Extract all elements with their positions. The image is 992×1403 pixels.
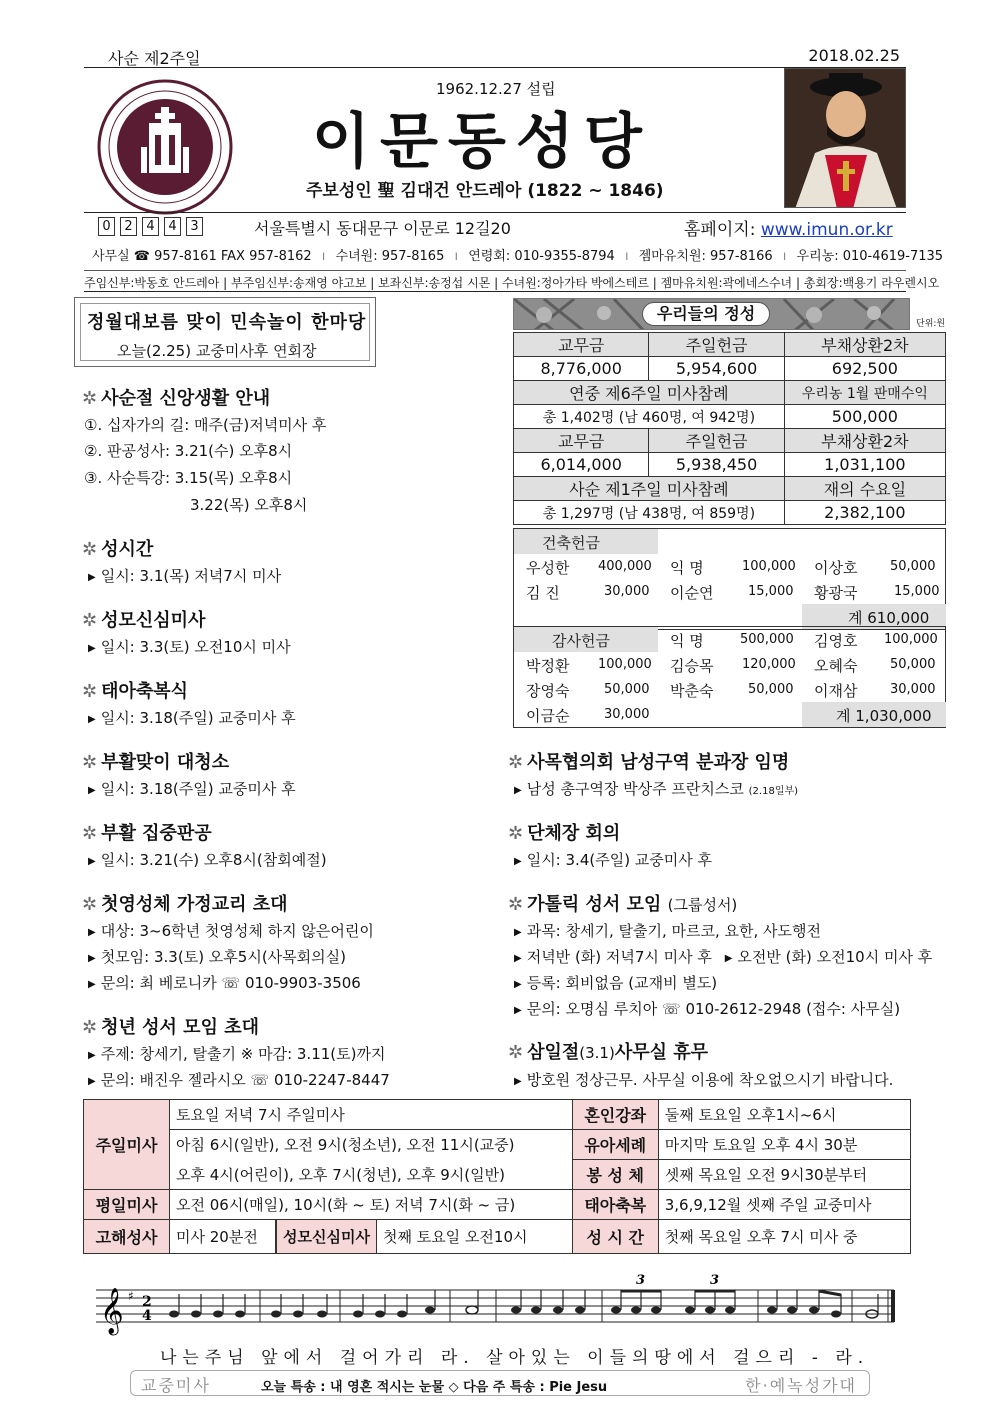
- star-icon: ✲: [82, 823, 98, 844]
- church-name: 이문동성당: [312, 107, 652, 177]
- offering-unit: 단위:원: [916, 319, 946, 329]
- section-title: ✲ 태아축복식: [82, 681, 189, 702]
- list-item: ▶ 주제: 창세기, 탈출기 ※ 마감: 3.11(토)까지: [88, 1045, 386, 1063]
- liturgical-sunday: 사순 제2주일: [108, 49, 201, 68]
- list-item: ▶ 일시: 3.18(주일) 교중미사 후: [88, 709, 296, 727]
- list-item: ▶ 대상: 3~6학년 첫영성체 하지 않은어린이: [88, 922, 374, 940]
- hymn-lyrics: 나는주님 앞에서 걸어가리 라. 살아있는 이들의땅에서 걸으리 - 라.: [160, 1348, 870, 1368]
- contact-list: 사무실 ☎ 957-8161 FAX 957-8162 ı 수녀원: 957-8165 ı 연령회: 010-9355-8794 ı 젬마유치원: 957-8166 ı 우리농: 010-4619-7135: [92, 249, 944, 264]
- banner-headline: 정월대보름 맞이 민속놀이 한마당: [87, 312, 367, 333]
- list-item: ③. 사순특강: 3.15(목) 오후8시: [84, 469, 293, 487]
- zip-code: 0 2 4 4 3: [98, 217, 203, 236]
- section-title: ✲ 첫영성체 가정교리 초대: [82, 894, 288, 915]
- table-row: 주일미사 토요일 저녁 7시 주일미사 혼인강좌 둘째 토요일 오후1시~6시: [84, 1100, 911, 1130]
- list-item: ▶ 과목: 창세기, 탈출기, 마르코, 요한, 사도행전: [514, 922, 822, 940]
- svg-text:2: 2: [142, 1294, 152, 1310]
- table-row: 총 1,402명 (남 460명, 여 942명) 500,000: [514, 405, 946, 429]
- star-icon: ✲: [508, 823, 524, 844]
- section-title: ✲ 청년 성서 모임 초대: [82, 1017, 259, 1038]
- announcement-banner: [74, 297, 376, 367]
- contact-convent: 수녀원: 957-8165: [335, 249, 445, 264]
- list-item: ▶ 일시: 3.1(목) 저녁7시 미사: [88, 567, 282, 585]
- table-row: 평일미사 오전 06시(매일), 10시(화 ~ 토) 저녁 7시(화 ~ 금) 태아축복 3,6,9,12월 셋째 주일 교중미사: [84, 1190, 911, 1220]
- saint-portrait-icon: [785, 69, 906, 208]
- star-icon: ✲: [82, 539, 98, 560]
- table-row: 교무금 주일헌금 부채상환2차: [514, 333, 946, 357]
- offering-title: 우리들의 정성: [642, 302, 770, 326]
- contact-farm: 우리농: 010-4619-7135: [796, 249, 944, 264]
- hymn-score: [96, 1270, 906, 1350]
- table-row: 6,014,000 5,938,450 1,031,100: [514, 453, 946, 477]
- star-icon: ✲: [82, 1017, 98, 1038]
- svg-text:4: 4: [142, 1308, 152, 1324]
- section-title: ✲ 부활 집중판공: [82, 823, 212, 844]
- section-title: ✲ 삼일절(3.1)사무실 휴무: [508, 1042, 709, 1063]
- table-row: 연중 제6주일 미사참례 우리농 1월 판매수익: [514, 381, 946, 405]
- offering-table: [513, 332, 946, 525]
- list-item: ▶ 문의: 최 베로니카 ☏ 010-9903-3506: [88, 974, 361, 992]
- contact-kindergarten: 젬마유치원: 957-8166: [638, 249, 773, 264]
- list-item: ▶ 등록: 회비없음 (교재비 별도): [514, 974, 718, 992]
- building-total: 계 610,000: [848, 609, 930, 627]
- special-songs: 오늘 특송 : 내 영혼 적시는 눈물 ◇ 다음 주 특송 : Pie Jesu: [261, 1380, 608, 1395]
- building-fund: 건축헌금 우성한 400,000 익 명 100,000 이상호 50,000 김 진 30,000 이순연 15,000 황광국 15,000 계 610,000: [513, 528, 946, 630]
- clergy-list: 주임신부:박동호 안드레아 | 부주임신부:송재영 야고보 | 보좌신부:송정섭 시몬 | 수녀원:정아가타 박에스테르 | 젬마유치원:곽에네스수녀 | 총회장:백용기 라우렌시오: [84, 270, 906, 292]
- header-bar: [84, 46, 906, 68]
- star-icon: ✲: [508, 894, 524, 915]
- banner-subtext: 오늘(2.25) 교중미사후 연회장: [117, 342, 317, 360]
- section-title: ✲ 단체장 회의: [508, 823, 621, 844]
- section-title: ✲ 가톨릭 성서 모임 (그룹성서): [508, 894, 738, 915]
- star-icon: ✲: [82, 752, 98, 773]
- notes: [169, 1307, 841, 1318]
- list-item: ▶ 문의: 배진우 젤라시오 ☏ 010-2247-8447: [88, 1071, 390, 1089]
- choir-name: 한·예녹성가대: [745, 1376, 857, 1395]
- parish-seal-icon: [95, 77, 235, 217]
- svg-text:3: 3: [710, 1273, 720, 1288]
- star-icon: ✲: [82, 388, 98, 409]
- contact-office: 사무실 ☎ 957-8161 FAX 957-8162: [92, 249, 312, 264]
- section-title: ✲ 사순절 신앙생활 안내: [82, 388, 271, 409]
- table-row: 총 1,297명 (남 438명, 여 859명) 2,382,100: [514, 501, 946, 525]
- list-item: ▶ 일시: 3.18(주일) 교중미사 후: [88, 780, 296, 798]
- choir-mass-label: 교중미사: [141, 1376, 211, 1395]
- star-icon: ✲: [82, 681, 98, 702]
- section-title: ✲ 부활맞이 대청소: [82, 752, 230, 773]
- bulletin-date: 2018.02.25: [808, 46, 900, 65]
- list-item: ▶ 일시: 3.21(수) 오후8시(참회예절): [88, 851, 327, 869]
- treble-clef-icon: 𝄞: [100, 1288, 124, 1334]
- list-item: ▶ 저녁반 (화) 저녁7시 미사 후 ▶ 오전반 (화) 오전10시 미사 후: [514, 948, 933, 966]
- svg-text:3: 3: [636, 1273, 646, 1288]
- star-icon: ✲: [82, 894, 98, 915]
- list-item: ▶ 남성 총구역장 박상주 프란치스코 (2.18일부): [514, 780, 799, 798]
- address-bar: [84, 212, 906, 240]
- mass-schedule-table: [83, 1099, 911, 1254]
- list-item: ①. 십자가의 길: 매주(금)저녁미사 후: [84, 416, 327, 434]
- table-row: 사순 제1주일 미사참례 재의 수요일: [514, 477, 946, 501]
- patron-portrait: [784, 68, 906, 208]
- svg-text:♯: ♯: [128, 1289, 134, 1303]
- list-item: ②. 판공성사: 3.21(수) 오후8시: [84, 442, 293, 460]
- table-row: 고해성사 미사 20분전 성모신심미사 첫째 토요일 오전10시 성 시 간 첫째 목요일 오후 7시 미사 중: [84, 1220, 911, 1254]
- list-item: ▶ 일시: 3.4(주일) 교중미사 후: [514, 851, 713, 869]
- homepage: 홈페이지: www.imun.or.kr: [684, 220, 893, 240]
- section-title: ✲ 성모신심미사: [82, 610, 206, 631]
- star-icon: ✲: [508, 752, 524, 773]
- star-icon: ✲: [82, 610, 98, 631]
- thanks-total: 계 1,030,000: [836, 707, 932, 725]
- section-title: ✲ 성시간: [82, 539, 154, 560]
- list-item: ▶ 첫모임: 3.3(토) 오후5시(사목회의실): [88, 948, 346, 966]
- homepage-link[interactable]: www.imun.or.kr: [760, 220, 893, 240]
- established-date: 1962.12.27 설립: [436, 80, 556, 98]
- table-row: 오후 4시(어린이), 오후 7시(청년), 오후 9시(일반) 봉 성 체 셋째 목요일 오전 9시30분부터: [84, 1160, 911, 1190]
- offering-header: [513, 298, 910, 330]
- table-row: 8,776,000 5,954,600 692,500: [514, 357, 946, 381]
- list-item: ▶ 방호원 정상근무. 사무실 이용에 착오없으시기 바랍니다.: [514, 1071, 894, 1089]
- patron-saint: 주보성인 聖 김대건 안드레아 (1822 ~ 1846): [306, 181, 664, 201]
- thanks-fund: 감사헌금 익 명 500,000 김영호 100,000 박정환 100,000 김승목 120,000 오혜숙 50,000 장영숙 50,000 박춘숙 50,000 이재삼 30,000 이금순 30,000 계 1,030,000: [513, 626, 946, 728]
- star-icon: ✲: [508, 1042, 524, 1063]
- list-item: ▶ 문의: 오명심 루치아 ☏ 010-2612-2948 (접수: 사무실): [514, 1000, 901, 1018]
- section-title: ✲ 사목협의회 남성구역 분과장 임명: [508, 752, 790, 773]
- list-item: ▶ 일시: 3.3(토) 오전10시 미사: [88, 638, 291, 656]
- table-row: 아침 6시(일반), 오전 9시(청소년), 오전 11시(교중) 유아세례 마지막 토요일 오후 4시 30분: [84, 1130, 911, 1160]
- list-item: 3.22(목) 오후8시: [190, 496, 308, 514]
- footer-bar: [130, 1370, 870, 1396]
- table-row: 교무금 주일헌금 부채상환2차: [514, 429, 946, 453]
- contact-funeral: 연령회: 010-9355-8794: [468, 249, 615, 264]
- address: 서울특별시 동대문구 이문로 12길20: [254, 219, 511, 238]
